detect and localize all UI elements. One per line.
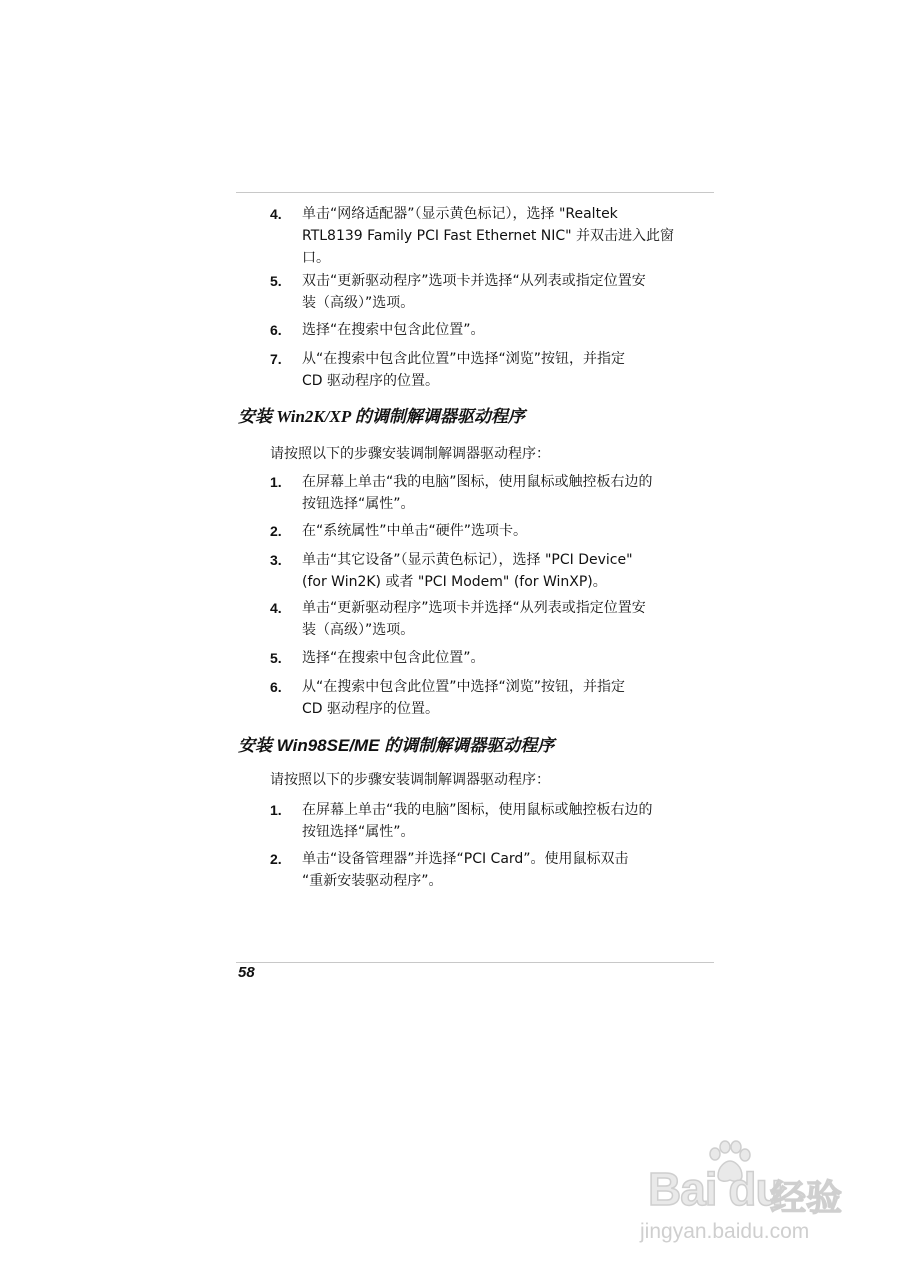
top-rule: [236, 192, 714, 193]
section-intro: 请按照以下的步骤安装调制解调器驱动程序：: [270, 446, 550, 462]
item-text: 在屏幕上单击“我的电脑”图标，使用鼠标或触控板右边的 按钮选择“属性”。: [302, 802, 653, 840]
item-text: 单击“设备管理器”并选择“PCI Card”。使用鼠标双击 “重新安装驱动程序”。: [302, 851, 629, 889]
item-number: 2.: [270, 523, 282, 539]
page-number: 58: [238, 964, 255, 981]
item-text: 在“系统属性”中单击“硬件”选项卡。: [302, 523, 528, 539]
item-number: 4.: [270, 206, 282, 222]
item-number: 6.: [270, 679, 282, 695]
watermark-brand: Bai du: [648, 1163, 783, 1215]
item-number: 2.: [270, 851, 282, 867]
item-text: 单击“更新驱动程序”选项卡并选择“从列表或指定位置安 装（高级）”选项。: [302, 600, 646, 638]
item-text: 单击“网络适配器”（显示黄色标记），选择 "Realtek RTL8139 Family PCI Fast Ethernet NIC" 并双击进入此窗 口。: [302, 206, 675, 266]
item-text: 从“在搜索中包含此位置”中选择“浏览”按钮，并指定 CD 驱动程序的位置。: [302, 351, 626, 389]
item-number: 4.: [270, 600, 282, 616]
item-number: 5.: [270, 650, 282, 666]
item-text: 从“在搜索中包含此位置”中选择“浏览”按钮，并指定 CD 驱动程序的位置。: [302, 679, 626, 717]
watermark-url: jingyan.baidu.com: [640, 1220, 810, 1243]
watermark-brand-cn: 经验: [770, 1178, 843, 1219]
item-number: 1.: [270, 474, 282, 490]
item-number: 6.: [270, 322, 282, 338]
item-number: 1.: [270, 802, 282, 818]
section-intro: 请按照以下的步骤安装调制解调器驱动程序：: [270, 772, 550, 788]
item-number: 3.: [270, 552, 282, 568]
item-text: 选择“在搜索中包含此位置”。: [302, 322, 485, 338]
section-heading: 安装 Win98SE/ME 的调制解调器驱动程序: [238, 736, 555, 755]
item-text: 选择“在搜索中包含此位置”。: [302, 650, 485, 666]
item-text: 单击“其它设备”（显示黄色标记），选择 "PCI Device" (for Win2K) 或者 "PCI Modem" (for WinXP)。: [302, 552, 633, 590]
footer-rule: [236, 962, 714, 963]
item-number: 5.: [270, 273, 282, 289]
item-text: 在屏幕上单击“我的电脑”图标，使用鼠标或触控板右边的 按钮选择“属性”。: [302, 474, 653, 512]
item-number: 7.: [270, 351, 282, 367]
section-heading: 安装 Win2K/XP 的调制解调器驱动程序: [238, 407, 525, 426]
watermark: [640, 1140, 880, 1250]
item-text: 双击“更新驱动程序”选项卡并选择“从列表或指定位置安 装（高级）”选项。: [302, 273, 646, 311]
